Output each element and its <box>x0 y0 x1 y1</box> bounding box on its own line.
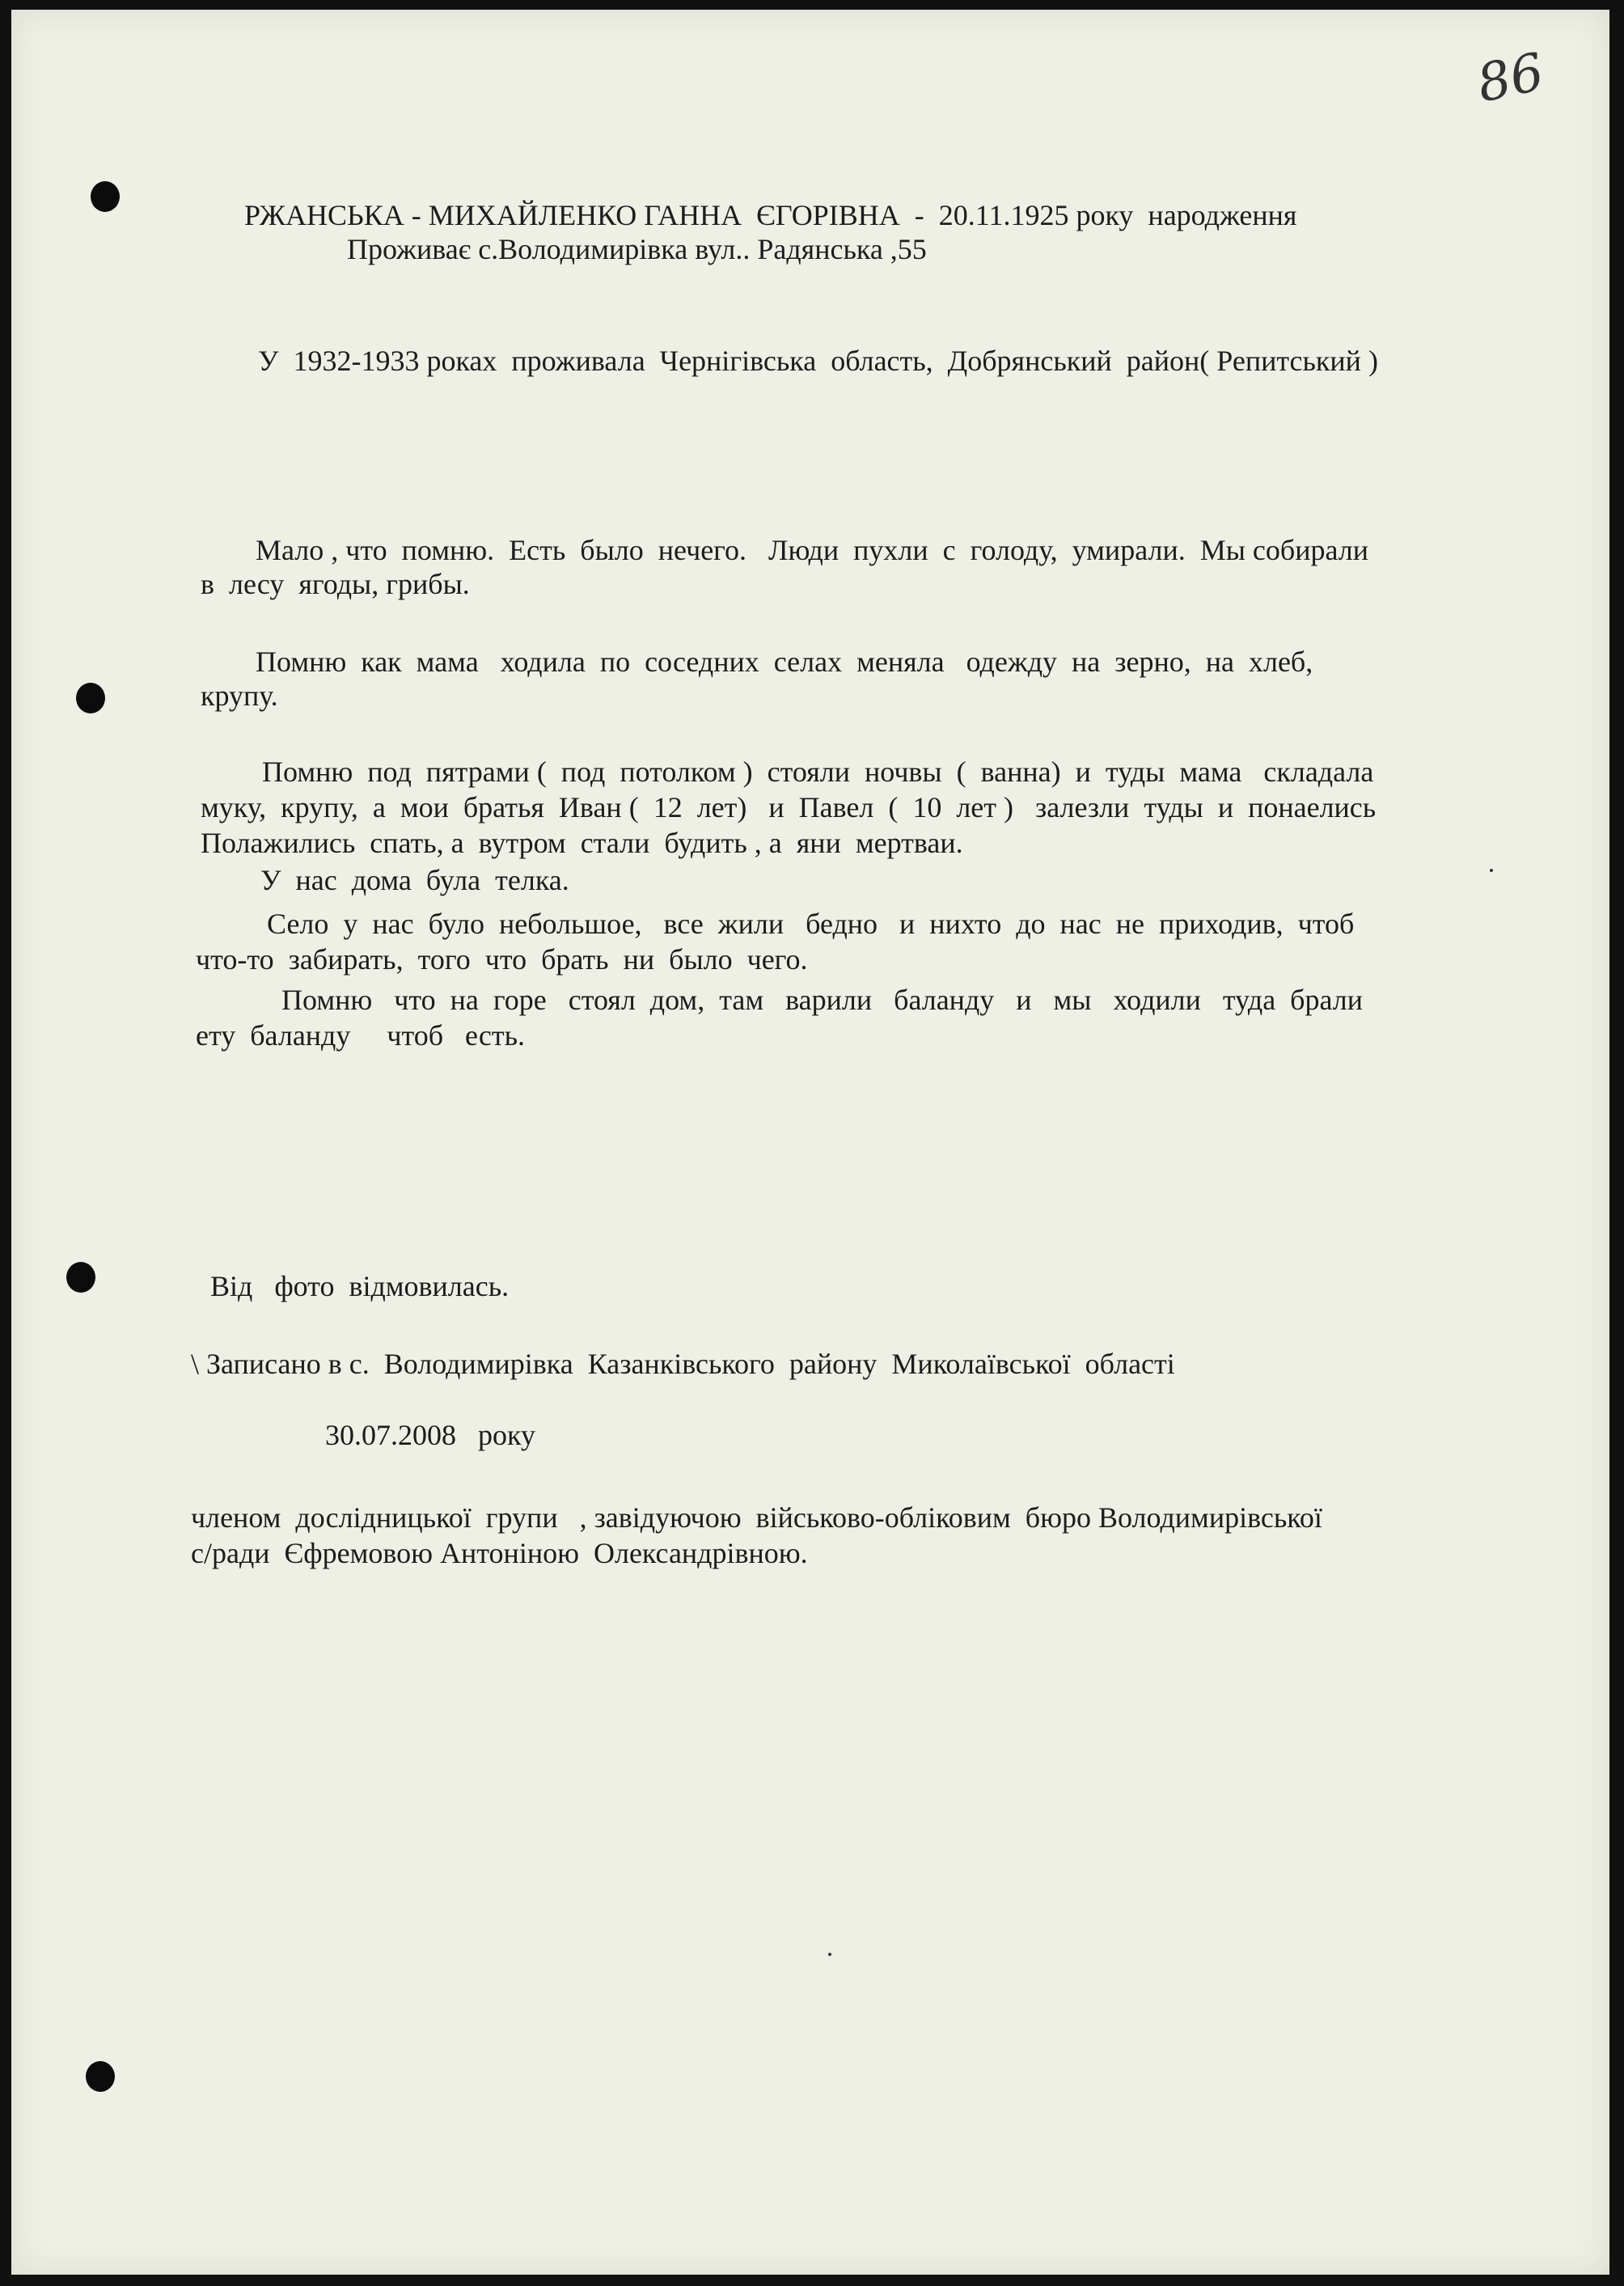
header-name-line: РЖАНСЬКА - МИХАЙЛЕНКО ГАННА ЄГОРІВНА - 20.11.1925 року народження <box>244 199 1297 231</box>
testimony-line: Помню под пятрами ( под потолком ) стояли ночвы ( ванна) и туды мама складала <box>262 756 1374 788</box>
paper-speck <box>828 1953 831 1956</box>
testimony-line: в лесу ягоды, грибы. <box>201 568 470 600</box>
testimony-line: Помню как мама ходила по соседних селах меняла одежду на зерно, на хлеб, <box>256 646 1313 678</box>
binder-hole <box>66 1262 95 1293</box>
testimony-line: У нас дома була телка. <box>260 864 569 896</box>
binder-hole <box>86 2061 115 2092</box>
testimony-line: крупу. <box>201 679 278 712</box>
document-page <box>11 10 1609 2275</box>
recorder-line: с/ради Єфремовою Антоніною Олександрівною. <box>191 1537 808 1569</box>
handwritten-page-number: 86 <box>1472 42 1550 115</box>
testimony-line: Мало , что помню. Есть было нечего. Люди пухли с голоду, умирали. Мы собирали <box>256 534 1368 566</box>
header-address-line: Проживає с.Володимирівка вул.. Радянська ,55 <box>347 233 927 265</box>
photo-note: Від фото відмовилась. <box>210 1270 510 1302</box>
paper-speck <box>1490 869 1493 872</box>
date-line: 30.07.2008 року <box>325 1419 535 1451</box>
recorded-line: \ Записано в с. Володимирівка Казанківського району Миколаївської області <box>191 1348 1175 1380</box>
testimony-line: Помню что на горе стоял дом, там варили баланду и мы ходили туда брали <box>281 984 1364 1016</box>
residence-line: У 1932-1933 роках проживала Чернігівська область, Добрянський район( Репитський ) <box>258 345 1378 377</box>
binder-hole <box>76 683 105 713</box>
binder-hole <box>91 181 120 212</box>
testimony-line: муку, крупу, а мои братья Иван ( 12 лет) и Павел ( 10 лет ) залезли туды и понаелись <box>201 791 1377 823</box>
testimony-line: Полажились спать, а вутром стали будить , а яни мертваи. <box>201 827 963 859</box>
recorder-line: членом дослідницької групи , завідуючою військово-обліковим бюро Володимирівської <box>191 1501 1322 1534</box>
testimony-line: что-то забирать, того что брать ни было чего. <box>196 943 808 976</box>
testimony-line: ету баланду чтоб есть. <box>196 1019 526 1052</box>
testimony-line: Село у нас було небольшое, все жили бедно и нихто до нас не приходив, чтоб <box>267 908 1355 940</box>
